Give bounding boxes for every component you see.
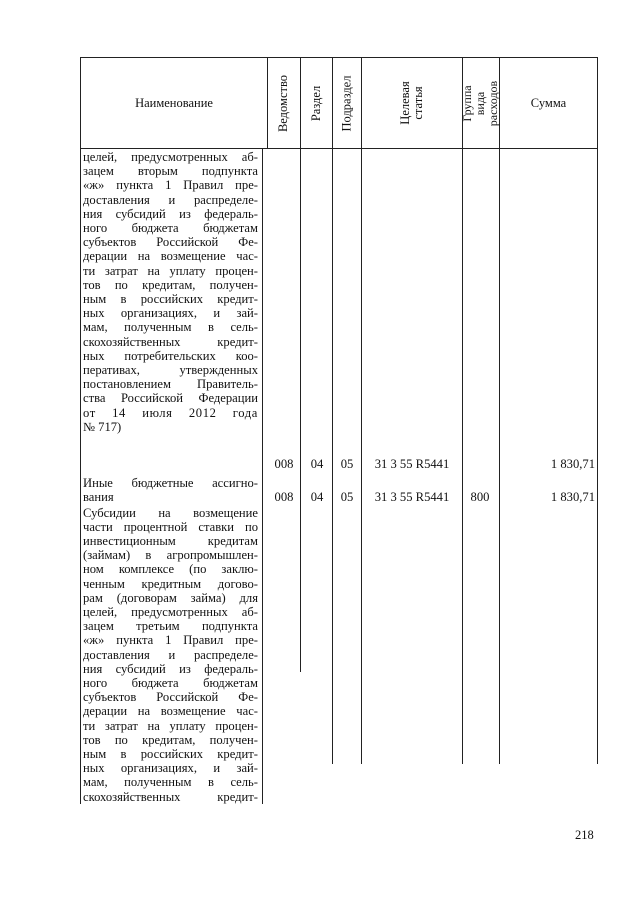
header-name-label: Наименование (135, 96, 213, 110)
text-line: тов по кредитам, получен- (83, 732, 258, 747)
text-line: ти затрат на уплату процен- (83, 263, 258, 278)
body-col-sep-5 (462, 148, 463, 764)
body-col-sep-1-ext (262, 764, 263, 804)
text-line: ных организациях, и зай- (83, 761, 258, 776)
text-line: «ж» пункта 1 Правил пре- (83, 633, 258, 648)
header-expense-group (460, 58, 501, 148)
text-line: Иные бюджетные ассигно- (83, 476, 258, 490)
text-line: ном комплексе (по заклю- (83, 562, 258, 577)
text-line: доставления и распределе- (83, 192, 258, 207)
amount-cell: 1 830,71 (550, 457, 595, 471)
section-cell: 04 (310, 490, 324, 504)
text-line: Субсидии на возмещение (83, 505, 258, 520)
header-department (268, 58, 300, 148)
text-line: целей, предусмотренных аб- (83, 150, 258, 164)
text-line: ным в российских кредит- (83, 292, 258, 306)
text-line: части процентной ставки по (83, 519, 258, 534)
text-line: скохозяйственных кредит- (83, 334, 258, 349)
text-line: № 717) (83, 419, 122, 434)
text-line: постановлением Правитель- (83, 377, 258, 392)
text-line: ния субсидий из федераль- (83, 206, 258, 221)
expense-group-cell: 800 (470, 490, 490, 504)
body-col-sep-6 (499, 148, 500, 764)
text-line: скохозяйственных кредит- (83, 789, 258, 804)
text-line: ства Российской Федерации (83, 391, 258, 406)
text-line: мам, полученным в сель- (83, 320, 258, 335)
department-cell: 008 (274, 490, 294, 504)
text-line: инвестиционным кредитам (83, 534, 258, 548)
amount-cell: 1 830,71 (550, 490, 595, 504)
header-amount-label: Сумма (530, 96, 567, 110)
text-line: вания (83, 490, 114, 505)
text-line: перативах, утвержденных (83, 363, 258, 377)
text-line: (займам) в агропромышлен- (83, 548, 258, 563)
text-line: ного бюджета бюджетам (83, 221, 258, 235)
text-line: рам (договорам займа) для (83, 590, 258, 605)
body-col-sep-3 (332, 148, 333, 764)
header-bottom-border (80, 148, 598, 149)
body-col-sep-4 (361, 148, 362, 764)
header-subsection-label: Подраздел (339, 75, 354, 131)
header-name (81, 58, 267, 148)
body-left-border-ext (80, 764, 81, 804)
text-line: ным в российских кредит- (83, 747, 258, 761)
text-line: ных организациях, и зай- (83, 306, 258, 321)
text-line: зацем вторым подпункта (83, 164, 258, 179)
department-cell: 008 (274, 457, 294, 471)
text-line: ных потребительских коо- (83, 348, 258, 363)
text-line: тов по кредитам, получен- (83, 277, 258, 292)
body-left-border (80, 148, 81, 764)
header-expense-group-label: Группа вида расходов (460, 80, 501, 126)
text-line: ти затрат на уплату процен- (83, 718, 258, 733)
target-item-cell: 31 3 55 R5441 (374, 490, 450, 504)
text-line: ния субсидий из федераль- (83, 661, 258, 676)
subsection-cell: 05 (340, 457, 354, 471)
body-right-border (597, 148, 598, 764)
header-section (301, 58, 332, 148)
text-line: субъектов Российской Фе- (83, 690, 258, 705)
section-cell: 04 (310, 457, 324, 471)
header-department-label: Ведомство (276, 74, 291, 132)
text-line: дерации на возмещение час- (83, 249, 258, 264)
text-line: ного бюджета бюджетам (83, 676, 258, 690)
text-line: ченным кредитным догово- (83, 576, 258, 591)
text-line: зацем третьим подпункта (83, 619, 258, 634)
header-section-label: Раздел (309, 85, 324, 121)
header-target-item-label: Целевая статья (398, 81, 425, 125)
page-number: 218 (575, 828, 594, 842)
text-line: субъектов Российской Фе- (83, 235, 258, 250)
text-line: дерации на возмещение час- (83, 704, 258, 719)
text-line: целей, предусмотренных аб- (83, 605, 258, 619)
header-amount (500, 58, 597, 148)
body-col-sep-1 (262, 148, 263, 764)
table-right-border (597, 57, 598, 149)
subsection-cell: 05 (340, 490, 354, 504)
text-line: от 14 июля 2012 года (83, 405, 258, 420)
text-line: доставления и распределе- (83, 647, 258, 662)
target-item-cell: 31 3 55 R5441 (374, 457, 450, 471)
text-line: «ж» пункта 1 Правил пре- (83, 178, 258, 193)
header-target-item (362, 58, 462, 148)
body-col-sep-2 (300, 148, 301, 672)
text-line: мам, полученным в сель- (83, 775, 258, 790)
header-subsection (333, 58, 361, 148)
